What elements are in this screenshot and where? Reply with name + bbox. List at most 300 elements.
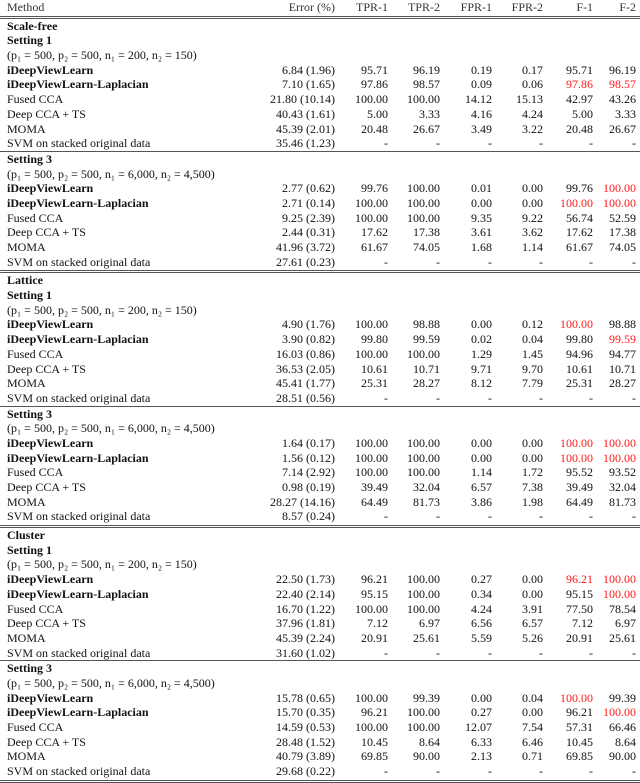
- table-cell: -: [488, 390, 492, 405]
- table-cell: 37.96 (1.81): [276, 616, 335, 631]
- table-cell: 1.29: [471, 346, 492, 361]
- table-cell: 43.26: [609, 92, 636, 107]
- table-cell: 0.00: [471, 690, 492, 705]
- method-name: MOMA: [7, 630, 46, 645]
- table-row: [0, 136, 640, 151]
- table-row: [0, 720, 640, 735]
- table-cell: 99.39: [413, 690, 440, 705]
- table-row: [0, 572, 640, 587]
- table-cell: 0.00: [522, 195, 543, 210]
- setting-params: (p₁ = 500, p₂ = 500, n₁ = 200, n₂ = 150): [7, 302, 197, 317]
- table-cell: 0.27: [471, 705, 492, 720]
- table-cell: 20.48: [566, 121, 593, 136]
- params-row: [0, 48, 640, 63]
- table-cell: -: [632, 254, 636, 269]
- method-name: Fused CCA: [7, 346, 64, 361]
- table-cell: 15.78 (0.65): [276, 690, 335, 705]
- setting-label: Setting 1: [7, 542, 52, 557]
- table-cell: 99.39: [609, 690, 636, 705]
- table-cell: 100.00: [603, 435, 636, 450]
- table-cell: 1.68: [471, 240, 492, 254]
- table-cell: 96.21: [566, 705, 593, 720]
- table-cell: -: [384, 136, 388, 151]
- table-row: [0, 749, 640, 764]
- table-cell: 96.21: [361, 705, 388, 720]
- table-cell: 81.73: [609, 494, 636, 509]
- table-cell: 99.80: [566, 332, 593, 347]
- table-cell: 40.79 (3.89): [276, 749, 335, 764]
- table-cell: -: [488, 764, 492, 779]
- table-cell: 27.61 (0.23): [276, 254, 335, 269]
- column-header: FPR-2: [511, 0, 543, 14]
- table-cell: 8.64: [419, 734, 440, 749]
- column-header: FPR-1: [460, 0, 492, 14]
- table-cell: 0.00: [471, 195, 492, 210]
- params-row: [0, 303, 640, 318]
- table-row: [0, 107, 640, 122]
- setting-row: [0, 33, 640, 48]
- setting-row: [0, 407, 640, 422]
- table-row: [0, 646, 640, 661]
- table-cell: 3.61: [471, 225, 492, 240]
- table-cell: 5.59: [471, 630, 492, 645]
- table-cell: 2.44 (0.31): [282, 225, 335, 240]
- table-cell: 94.96: [566, 346, 593, 361]
- table-cell: 2.77 (0.62): [282, 181, 335, 196]
- table-cell: 25.31: [361, 376, 388, 391]
- table-cell: 100.00: [603, 705, 636, 720]
- method-name: iDeepViewLearn: [7, 317, 94, 332]
- table-cell: 5.00: [367, 106, 388, 121]
- method-name: Deep CCA + TS: [7, 734, 86, 749]
- table-cell: 100.00: [560, 195, 593, 210]
- table-cell: 28.51 (0.56): [276, 390, 335, 405]
- table-cell: 28.27: [609, 376, 636, 391]
- table-cell: 96.19: [413, 62, 440, 77]
- table-cell: 6.57: [471, 480, 492, 494]
- table-row: [0, 735, 640, 750]
- table-cell: 45.39 (2.24): [276, 630, 335, 645]
- method-name: Deep CCA + TS: [7, 480, 86, 494]
- table-cell: 14.12: [465, 92, 492, 107]
- method-name: Fused CCA: [7, 465, 64, 480]
- table-cell: 16.03 (0.86): [276, 346, 335, 361]
- method-name: MOMA: [7, 376, 46, 391]
- table-cell: -: [436, 509, 440, 524]
- table-cell: 100.00: [407, 435, 440, 450]
- table-cell: -: [589, 645, 593, 660]
- table-cell: 2.13: [471, 749, 492, 764]
- table-row: [0, 332, 640, 347]
- method-name: SVM on stacked original data: [7, 509, 151, 524]
- table-cell: 6.33: [471, 734, 492, 749]
- table-cell: 20.91: [361, 630, 388, 645]
- table-cell: 10.71: [413, 361, 440, 376]
- table-cell: 100.00: [560, 435, 593, 450]
- table-cell: 57.31: [566, 720, 593, 734]
- table-row: [0, 181, 640, 196]
- method-name: Deep CCA + TS: [7, 225, 86, 240]
- group-title-row: [0, 273, 640, 288]
- table-cell: 69.85: [566, 749, 593, 764]
- table-cell: -: [539, 509, 543, 524]
- table-cell: 7.10 (1.65): [282, 77, 335, 92]
- table-cell: 3.22: [522, 121, 543, 136]
- table-cell: 7.38: [522, 480, 543, 494]
- table-cell: 45.39 (2.01): [276, 121, 335, 136]
- params-row: [0, 421, 640, 436]
- table-cell: 25.31: [566, 376, 593, 391]
- method-name: MOMA: [7, 121, 46, 136]
- params-row: [0, 167, 640, 182]
- method-name: iDeepViewLearn: [7, 62, 94, 77]
- table-cell: 32.04: [609, 480, 636, 494]
- table-cell: -: [384, 390, 388, 405]
- table-row: [0, 317, 640, 332]
- table-cell: 8.57 (0.24): [282, 509, 335, 524]
- table-cell: 1.56 (0.12): [282, 450, 335, 465]
- group-title: Lattice: [7, 273, 43, 288]
- table-cell: 98.88: [413, 317, 440, 332]
- table-row: [0, 63, 640, 78]
- method-name: MOMA: [7, 240, 46, 254]
- table-cell: 96.21: [361, 572, 388, 587]
- table-cell: -: [589, 509, 593, 524]
- table-cell: 100.00: [407, 92, 440, 107]
- table-cell: 100.00: [407, 465, 440, 480]
- table-cell: 90.00: [413, 749, 440, 764]
- table-cell: 66.46: [609, 720, 636, 734]
- table-cell: 100.00: [407, 601, 440, 616]
- table-cell: 100.00: [355, 317, 388, 332]
- column-header: F-2: [619, 0, 636, 14]
- table-row: [0, 764, 640, 779]
- method-name: Deep CCA + TS: [7, 616, 86, 631]
- method-name: MOMA: [7, 494, 46, 509]
- table-row: [0, 225, 640, 240]
- table-cell: 95.71: [361, 62, 388, 77]
- group-title-row: [0, 528, 640, 543]
- table-row: [0, 616, 640, 631]
- table-cell: 45.41 (1.77): [276, 376, 335, 391]
- method-name: iDeepViewLearn-Laplacian: [7, 586, 149, 601]
- table-cell: 61.67: [361, 240, 388, 254]
- table-cell: 7.54: [522, 720, 543, 734]
- table-row: [0, 391, 640, 406]
- table-cell: 3.62: [522, 225, 543, 240]
- table-cell: 100.00: [355, 435, 388, 450]
- setting-params: (p₁ = 500, p₂ = 500, n₁ = 6,000, n₂ = 4,500): [7, 675, 215, 690]
- method-name: Deep CCA + TS: [7, 361, 86, 376]
- table-cell: 96.19: [609, 62, 636, 77]
- table-cell: -: [632, 764, 636, 779]
- table-cell: 0.00: [522, 586, 543, 601]
- table-header-row: [0, 0, 640, 15]
- table-cell: 42.97: [566, 92, 593, 107]
- table-cell: 6.84 (1.96): [282, 62, 335, 77]
- table-cell: 6.57: [522, 616, 543, 631]
- table-cell: 6.46: [522, 734, 543, 749]
- table-row: [0, 480, 640, 495]
- column-header: TPR-1: [355, 0, 388, 14]
- setting-params: (p₁ = 500, p₂ = 500, n₁ = 6,000, n₂ = 4,500): [7, 421, 215, 436]
- table-row: [0, 77, 640, 92]
- method-name: iDeepViewLearn-Laplacian: [7, 705, 149, 720]
- table-cell: 9.71: [471, 361, 492, 376]
- setting-label: Setting 3: [7, 151, 52, 166]
- setting-row: [0, 661, 640, 676]
- table-cell: 0.17: [522, 62, 543, 77]
- table-cell: 28.48 (1.52): [276, 734, 335, 749]
- table-cell: 0.00: [471, 317, 492, 332]
- table-cell: -: [539, 645, 543, 660]
- table-row: [0, 240, 640, 255]
- table-cell: 0.04: [522, 690, 543, 705]
- table-cell: 5.00: [572, 106, 593, 121]
- table-cell: 100.00: [355, 346, 388, 361]
- table-row: [0, 362, 640, 377]
- table-cell: 100.00: [603, 195, 636, 210]
- table-cell: 78.54: [609, 601, 636, 616]
- table-cell: 25.61: [413, 630, 440, 645]
- method-name: Deep CCA + TS: [7, 106, 86, 121]
- table-cell: 40.43 (1.61): [276, 106, 335, 121]
- table-cell: 4.24: [471, 601, 492, 616]
- column-header: Error (%): [288, 0, 335, 14]
- table-cell: 35.46 (1.23): [276, 136, 335, 151]
- table-cell: 99.76: [566, 181, 593, 196]
- table-cell: 0.00: [522, 450, 543, 465]
- table-row: [0, 436, 640, 451]
- table-cell: 28.27: [413, 376, 440, 391]
- table-cell: 14.59 (0.53): [276, 720, 335, 734]
- table-cell: 90.00: [609, 749, 636, 764]
- table-cell: 0.00: [522, 435, 543, 450]
- table-cell: 12.07: [465, 720, 492, 734]
- setting-label: Setting 3: [7, 406, 52, 421]
- table-cell: 0.71: [522, 749, 543, 764]
- table-cell: -: [488, 645, 492, 660]
- table-cell: -: [384, 509, 388, 524]
- table-cell: -: [589, 764, 593, 779]
- table-cell: 3.33: [615, 106, 636, 121]
- method-name: iDeepViewLearn-Laplacian: [7, 195, 149, 210]
- table-cell: 61.67: [566, 240, 593, 254]
- column-header: Method: [7, 0, 45, 14]
- table-cell: 94.77: [609, 346, 636, 361]
- table-cell: -: [539, 390, 543, 405]
- table-cell: 81.73: [413, 494, 440, 509]
- table-cell: 97.86: [566, 77, 593, 92]
- table-cell: 17.38: [413, 225, 440, 240]
- table-cell: -: [632, 136, 636, 151]
- table-cell: 9.70: [522, 361, 543, 376]
- table-cell: 29.68 (0.22): [276, 764, 335, 779]
- table-cell: 1.72: [522, 465, 543, 480]
- table-cell: 7.12: [572, 616, 593, 631]
- table-cell: 95.71: [566, 62, 593, 77]
- table-cell: 28.27 (14.16): [270, 494, 335, 509]
- table-cell: -: [632, 509, 636, 524]
- table-cell: 9.35: [471, 210, 492, 225]
- table-cell: 98.57: [609, 77, 636, 92]
- table-cell: -: [539, 254, 543, 269]
- table-cell: -: [384, 254, 388, 269]
- table-cell: 6.56: [471, 616, 492, 631]
- table-cell: 10.61: [361, 361, 388, 376]
- table-cell: 100.00: [407, 586, 440, 601]
- table-cell: 100.00: [355, 195, 388, 210]
- table-cell: 26.67: [609, 121, 636, 136]
- table-cell: 10.45: [566, 734, 593, 749]
- table-cell: 4.90 (1.76): [282, 317, 335, 332]
- table-row: [0, 602, 640, 617]
- table-cell: 100.00: [355, 450, 388, 465]
- table-cell: 10.71: [609, 361, 636, 376]
- table-cell: 100.00: [407, 346, 440, 361]
- table-cell: 100.00: [407, 572, 440, 587]
- table-cell: -: [384, 764, 388, 779]
- table-cell: 52.59: [609, 210, 636, 225]
- table-cell: 100.00: [603, 586, 636, 601]
- table-cell: 1.64 (0.17): [282, 435, 335, 450]
- table-cell: 3.86: [471, 494, 492, 509]
- table-cell: 99.59: [609, 332, 636, 347]
- table-row: [0, 122, 640, 137]
- table-cell: 32.04: [413, 480, 440, 494]
- table-cell: 56.74: [566, 210, 593, 225]
- table-cell: -: [632, 390, 636, 405]
- setting-params: (p₁ = 500, p₂ = 500, n₁ = 200, n₂ = 150): [7, 557, 197, 572]
- table-cell: 16.70 (1.22): [276, 601, 335, 616]
- table-cell: -: [539, 764, 543, 779]
- setting-params: (p₁ = 500, p₂ = 500, n₁ = 6,000, n₂ = 4,500): [7, 166, 215, 181]
- table-cell: 3.91: [522, 601, 543, 616]
- table-cell: 95.15: [566, 586, 593, 601]
- table-row: [0, 451, 640, 466]
- setting-params: (p₁ = 500, p₂ = 500, n₁ = 200, n₂ = 150): [7, 48, 197, 63]
- table-cell: 98.88: [609, 317, 636, 332]
- column-header: TPR-2: [407, 0, 440, 14]
- table-row: [0, 495, 640, 510]
- table-cell: 9.22: [522, 210, 543, 225]
- setting-label: Setting 1: [7, 33, 52, 48]
- table-cell: 4.24: [522, 106, 543, 121]
- table-cell: 100.00: [407, 195, 440, 210]
- table-cell: 64.49: [566, 494, 593, 509]
- table-row: [0, 211, 640, 226]
- setting-row: [0, 543, 640, 558]
- table-cell: 0.34: [471, 586, 492, 601]
- table-cell: 0.98 (0.19): [282, 480, 335, 494]
- table-cell: 22.50 (1.73): [276, 572, 335, 587]
- table-cell: 100.00: [560, 450, 593, 465]
- table-cell: 15.70 (0.35): [276, 705, 335, 720]
- params-row: [0, 557, 640, 572]
- table-cell: 0.00: [522, 572, 543, 587]
- method-name: SVM on stacked original data: [7, 764, 151, 779]
- table-cell: 93.52: [609, 465, 636, 480]
- table-cell: -: [589, 136, 593, 151]
- table-cell: 31.60 (1.02): [276, 645, 335, 660]
- table-row: [0, 92, 640, 107]
- table-cell: 100.00: [560, 317, 593, 332]
- table-cell: 3.33: [419, 106, 440, 121]
- table-cell: 10.61: [566, 361, 593, 376]
- method-name: iDeepViewLearn: [7, 572, 94, 587]
- table-cell: 100.00: [355, 720, 388, 734]
- table-row: [0, 631, 640, 646]
- table-cell: 0.19: [471, 62, 492, 77]
- table-cell: 3.49: [471, 121, 492, 136]
- table-row: [0, 691, 640, 706]
- method-name: SVM on stacked original data: [7, 254, 151, 269]
- params-row: [0, 676, 640, 691]
- table-cell: 39.49: [566, 480, 593, 494]
- table-cell: -: [436, 645, 440, 660]
- table-row: [0, 509, 640, 524]
- table-cell: 41.96 (3.72): [276, 240, 335, 254]
- table-cell: 2.71 (0.14): [282, 195, 335, 210]
- table-cell: 0.04: [522, 332, 543, 347]
- table-cell: 3.90 (0.82): [282, 332, 335, 347]
- table-cell: 100.00: [355, 601, 388, 616]
- table-cell: 8.12: [471, 376, 492, 391]
- table-cell: 21.80 (10.14): [270, 92, 335, 107]
- table-cell: 17.62: [361, 225, 388, 240]
- table-cell: -: [488, 254, 492, 269]
- table-cell: 9.25 (2.39): [282, 210, 335, 225]
- table-cell: 95.15: [361, 586, 388, 601]
- table-row: [0, 376, 640, 391]
- table-cell: -: [436, 390, 440, 405]
- table-row: [0, 196, 640, 211]
- table-cell: 4.16: [471, 106, 492, 121]
- table-cell: 7.79: [522, 376, 543, 391]
- table-cell: 74.05: [413, 240, 440, 254]
- table-row: [0, 255, 640, 270]
- table-cell: -: [539, 136, 543, 151]
- setting-row: [0, 152, 640, 167]
- table-cell: 100.00: [407, 720, 440, 734]
- table-cell: 10.45: [361, 734, 388, 749]
- table-cell: 100.00: [603, 572, 636, 587]
- table-cell: 22.40 (2.14): [276, 586, 335, 601]
- table-cell: 17.38: [609, 225, 636, 240]
- table-cell: 99.76: [361, 181, 388, 196]
- table-cell: -: [436, 136, 440, 151]
- table-cell: 7.14 (2.92): [282, 465, 335, 480]
- table-cell: 1.98: [522, 494, 543, 509]
- table-cell: 6.97: [419, 616, 440, 631]
- table-cell: 69.85: [361, 749, 388, 764]
- table-cell: 39.49: [361, 480, 388, 494]
- table-cell: 95.52: [566, 465, 593, 480]
- table-cell: 0.01: [471, 181, 492, 196]
- table-cell: 20.91: [566, 630, 593, 645]
- table-row: [0, 465, 640, 480]
- table-cell: 100.00: [603, 450, 636, 465]
- table-cell: 100.00: [407, 210, 440, 225]
- table-cell: 8.64: [615, 734, 636, 749]
- table-cell: 100.00: [355, 92, 388, 107]
- table-cell: -: [589, 254, 593, 269]
- method-name: iDeepViewLearn: [7, 181, 94, 196]
- table-cell: 0.12: [522, 317, 543, 332]
- table-cell: 6.97: [615, 616, 636, 631]
- table-cell: 0.00: [522, 181, 543, 196]
- table-row: [0, 705, 640, 720]
